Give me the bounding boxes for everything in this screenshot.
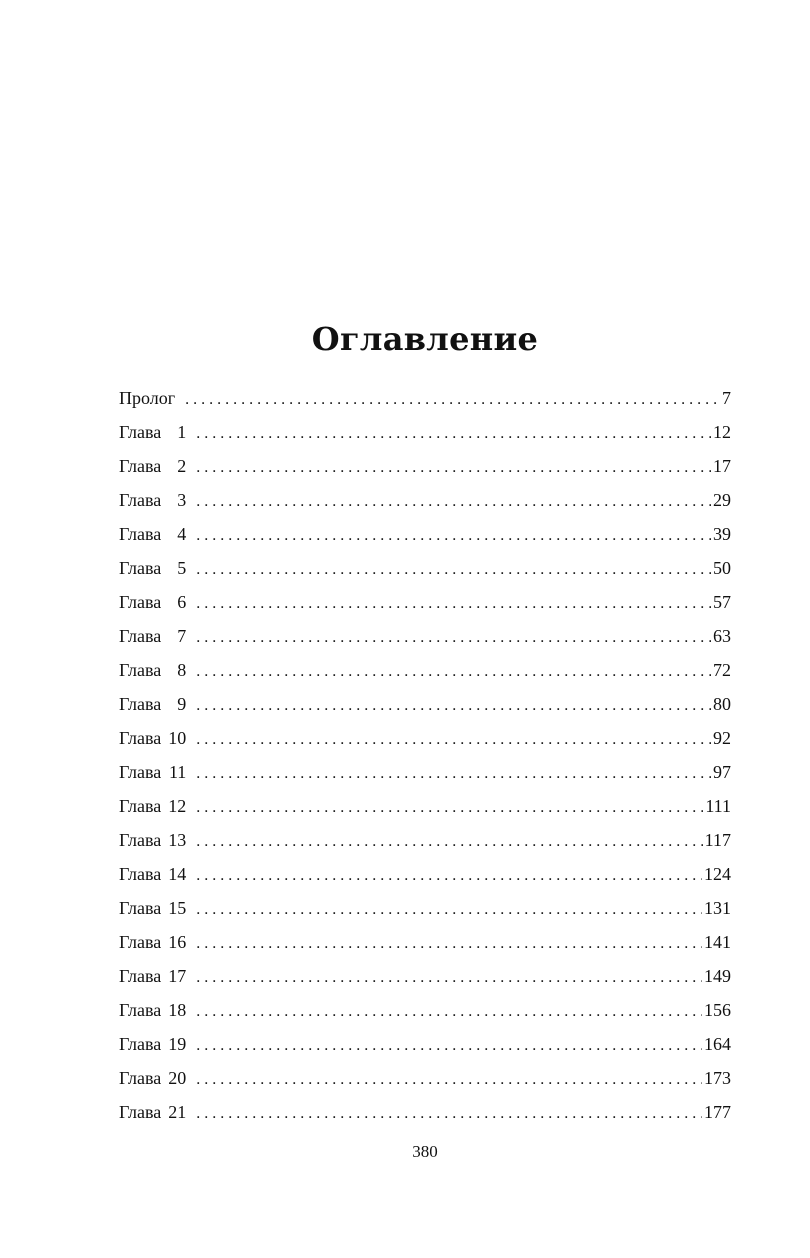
- toc-entry-word: Глава: [119, 898, 162, 918]
- toc-entry-chapter-13[interactable]: [119, 823, 731, 857]
- toc-entry-word: Глава: [119, 422, 162, 442]
- toc-entry-word: Глава: [119, 966, 162, 986]
- toc-entry-number: 9: [177, 694, 187, 714]
- toc-entry-page: 164: [704, 1034, 731, 1054]
- toc-entry-number: 8: [177, 660, 187, 680]
- toc-entry-chapter-10[interactable]: [119, 721, 731, 755]
- toc-entry-label: [119, 687, 186, 721]
- toc-entry-word: Глава: [119, 558, 162, 578]
- toc-entry-chapter-3[interactable]: [119, 483, 731, 517]
- toc-entry-page: 111: [705, 796, 731, 816]
- dot-leader: [185, 383, 720, 417]
- toc-entry-number: 1: [177, 422, 187, 442]
- toc-entry-label: [119, 1027, 186, 1061]
- toc-entry-chapter-21[interactable]: [119, 1095, 731, 1129]
- dot-leader: [196, 417, 711, 451]
- toc-entry-word: Глава: [119, 864, 162, 884]
- toc-entry-word: Пролог: [119, 388, 176, 408]
- toc-entry-word: Глава: [119, 1034, 162, 1054]
- dot-leader: [196, 757, 711, 791]
- toc-entry-number: 19: [168, 1034, 187, 1054]
- toc-entry-number: 4: [177, 524, 187, 544]
- toc-entry-word: Глава: [119, 932, 162, 952]
- toc-entry-number: 13: [168, 830, 187, 850]
- toc-entry-page: 117: [704, 830, 731, 850]
- dot-leader: [196, 961, 702, 995]
- toc-entry-chapter-9[interactable]: [119, 687, 731, 721]
- toc-entry-number: 12: [168, 796, 187, 816]
- dot-leader: [196, 553, 711, 587]
- toc-entry-chapter-7[interactable]: [119, 619, 731, 653]
- toc-entry-number: 2: [177, 456, 187, 476]
- toc-entry-label: [119, 993, 186, 1027]
- toc-entry-page: 124: [704, 864, 731, 884]
- toc-entry-chapter-20[interactable]: [119, 1061, 731, 1095]
- toc-entry-label: [119, 789, 186, 823]
- dot-leader: [196, 451, 711, 485]
- toc-entry-page: 17: [713, 456, 731, 476]
- toc-entry-number: 18: [168, 1000, 187, 1020]
- toc-entry-page: 7: [722, 388, 731, 408]
- toc-entry-number: 21: [168, 1102, 187, 1122]
- dot-leader: [196, 621, 711, 655]
- toc-entry-word: Глава: [119, 626, 162, 646]
- toc-entry-label: [119, 585, 186, 619]
- dot-leader: [196, 859, 702, 893]
- toc-entry-number: 16: [168, 932, 187, 952]
- dot-leader: [196, 893, 702, 927]
- toc-entry-word: Глава: [119, 592, 162, 612]
- toc-entry-chapter-17[interactable]: [119, 959, 731, 993]
- page-number: 380: [412, 1142, 438, 1161]
- toc-entry-page: 97: [713, 762, 731, 782]
- toc-entry-number: 5: [177, 558, 187, 578]
- toc-entry-page: 92: [713, 728, 731, 748]
- toc-entry-page: 50: [713, 558, 731, 578]
- toc-entry-page: 173: [704, 1068, 731, 1088]
- toc-entry-prologue[interactable]: [119, 381, 731, 415]
- toc-entry-number: 15: [168, 898, 187, 918]
- toc-entry-chapter-8[interactable]: [119, 653, 731, 687]
- toc-list: [119, 381, 731, 1129]
- dot-leader: [196, 825, 702, 859]
- toc-entry-label: [119, 415, 186, 449]
- toc-entry-chapter-5[interactable]: [119, 551, 731, 585]
- toc-entry-label: [119, 925, 186, 959]
- dot-leader: [196, 723, 711, 757]
- toc-entry-number: 20: [168, 1068, 187, 1088]
- toc-entry-chapter-19[interactable]: [119, 1027, 731, 1061]
- toc-entry-label: [119, 959, 186, 993]
- toc-entry-word: Глава: [119, 490, 162, 510]
- toc-entry-label: [119, 755, 186, 789]
- toc-entry-page: 29: [713, 490, 731, 510]
- toc-entry-chapter-15[interactable]: [119, 891, 731, 925]
- toc-entry-label: [119, 449, 186, 483]
- toc-entry-page: 57: [713, 592, 731, 612]
- dot-leader: [196, 1097, 702, 1131]
- toc-entry-page: 39: [713, 524, 731, 544]
- toc-entry-label: [119, 551, 186, 585]
- toc-entry-page: 177: [704, 1102, 731, 1122]
- toc-entry-word: Глава: [119, 456, 162, 476]
- dot-leader: [196, 587, 711, 621]
- toc-entry-number: 6: [177, 592, 187, 612]
- toc-entry-label: [119, 653, 186, 687]
- toc-entry-chapter-16[interactable]: [119, 925, 731, 959]
- dot-leader: [196, 1063, 702, 1097]
- toc-entry-page: 156: [704, 1000, 731, 1020]
- toc-entry-word: Глава: [119, 1000, 162, 1020]
- toc-entry-number: 3: [177, 490, 187, 510]
- dot-leader: [196, 519, 711, 553]
- toc-entry-label: [119, 721, 186, 755]
- dot-leader: [196, 1029, 702, 1063]
- dot-leader: [196, 995, 702, 1029]
- toc-entry-word: Глава: [119, 1068, 162, 1088]
- toc-entry-label: [119, 517, 186, 551]
- toc-entry-number: 17: [168, 966, 187, 986]
- toc-entry-word: Глава: [119, 524, 162, 544]
- toc-entry-label: [119, 483, 186, 517]
- toc-entry-word: Глава: [119, 830, 162, 850]
- toc-entry-label: [119, 381, 175, 415]
- toc-entry-page: 141: [704, 932, 731, 952]
- toc-entry-page: 131: [704, 898, 731, 918]
- toc-entry-page: 72: [713, 660, 731, 680]
- toc-entry-chapter-4[interactable]: [119, 517, 731, 551]
- dot-leader: [196, 689, 711, 723]
- toc-entry-label: [119, 823, 186, 857]
- toc-entry-page: 80: [713, 694, 731, 714]
- dot-leader: [196, 791, 703, 825]
- toc-entry-chapter-14[interactable]: [119, 857, 731, 891]
- toc-title: Оглавление: [311, 320, 539, 359]
- dot-leader: [196, 655, 711, 689]
- toc-entry-label: [119, 619, 186, 653]
- toc-entry-page: 63: [713, 626, 731, 646]
- toc-entry-word: Глава: [119, 728, 162, 748]
- toc-entry-chapter-18[interactable]: [119, 993, 731, 1027]
- toc-entry-number: 11: [168, 762, 187, 782]
- toc-entry-page: 149: [704, 966, 731, 986]
- toc-entry-chapter-11[interactable]: [119, 755, 731, 789]
- toc-entry-number: 7: [177, 626, 187, 646]
- toc-entry-word: Глава: [119, 762, 162, 782]
- toc-entry-chapter-6[interactable]: [119, 585, 731, 619]
- toc-entry-number: 14: [168, 864, 187, 884]
- toc-entry-chapter-12[interactable]: [119, 789, 731, 823]
- toc-entry-page: 12: [713, 422, 731, 442]
- dot-leader: [196, 927, 702, 961]
- toc-entry-label: [119, 1061, 186, 1095]
- toc-entry-chapter-2[interactable]: [119, 449, 731, 483]
- toc-entry-word: Глава: [119, 660, 162, 680]
- toc-entry-chapter-1[interactable]: [119, 415, 731, 449]
- toc-entry-label: [119, 857, 186, 891]
- toc-entry-word: Глава: [119, 694, 162, 714]
- toc-entry-word: Глава: [119, 796, 162, 816]
- toc-entry-number: 10: [168, 728, 187, 748]
- toc-entry-label: [119, 1095, 186, 1129]
- toc-entry-label: [119, 891, 186, 925]
- dot-leader: [196, 485, 711, 519]
- toc-entry-word: Глава: [119, 1102, 162, 1122]
